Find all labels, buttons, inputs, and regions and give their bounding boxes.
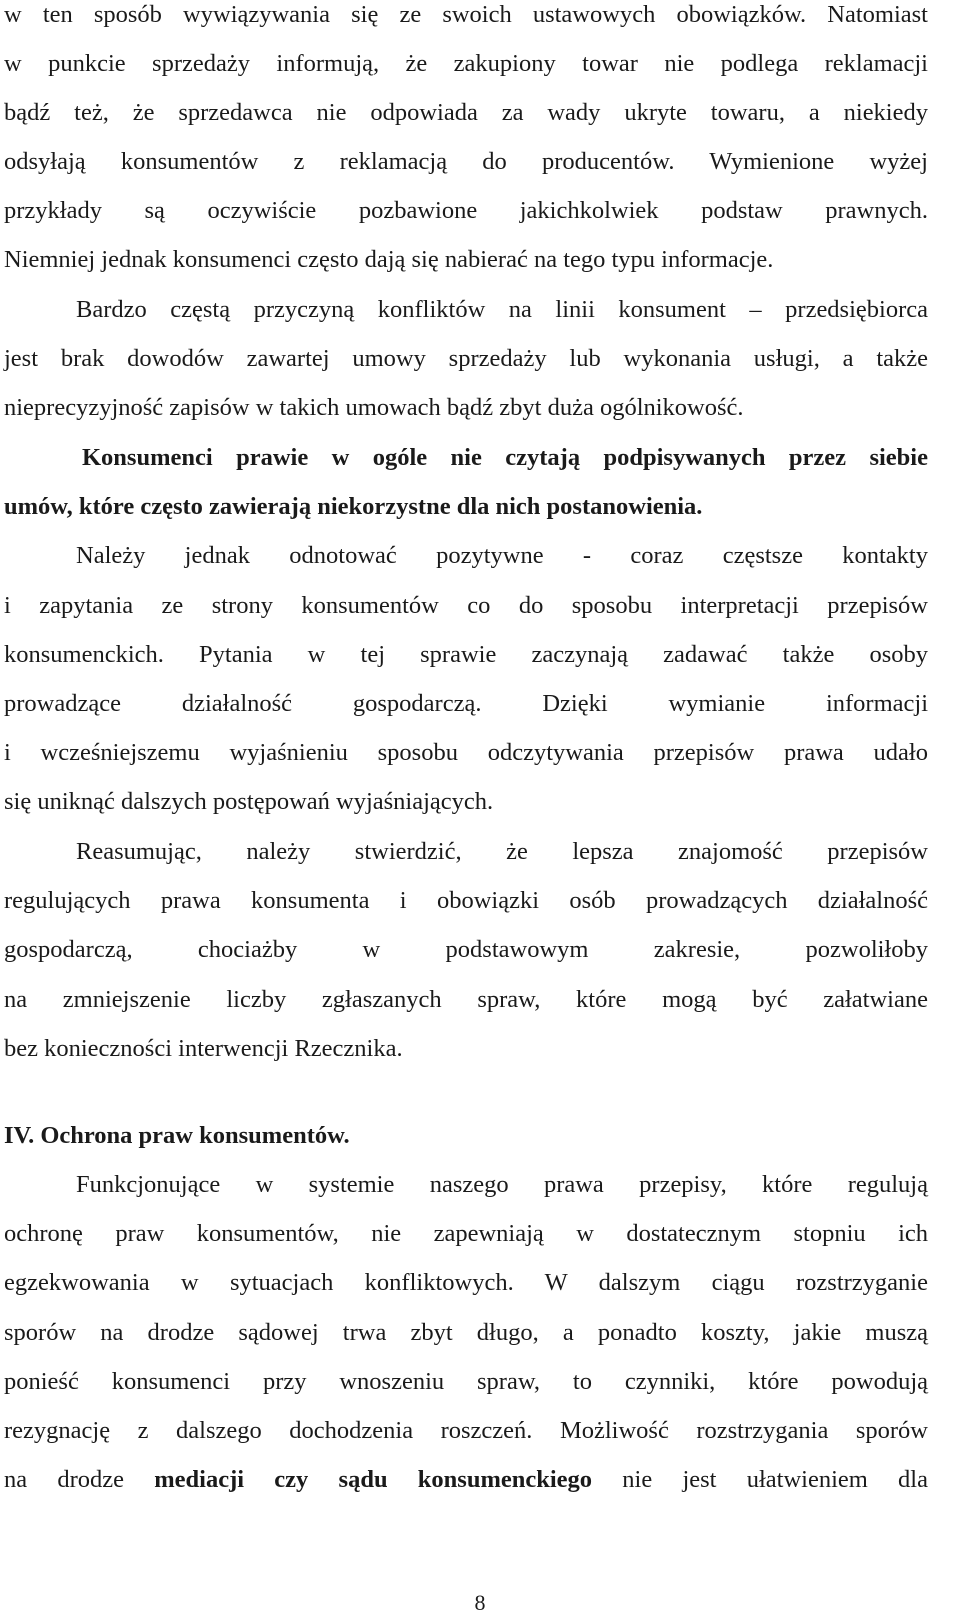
section-heading: IV. Ochrona praw konsumentów. <box>4 1122 350 1149</box>
text-line: w ten sposób wywiązywania się ze swoich ustawowych obowiązków. Natomiast <box>4 1 928 28</box>
text-line: egzekwowania w sytuacjach konfliktowych. W dalszym ciągu rozstrzyganie <box>4 1269 928 1296</box>
text-line: przykłady są oczywiście pozbawione jakichkolwiek podstaw prawnych. <box>4 197 928 224</box>
page-number: 8 <box>474 1590 486 1615</box>
bold-text-line: umów, które często zawierają niekorzystne dla nich postanowienia. <box>4 493 703 520</box>
text-segment: na drodze <box>4 1466 155 1493</box>
text-line: regulujących prawa konsumenta i obowiązki osób prowadzących działalność <box>4 887 928 914</box>
text-line: nieprecyzyjność zapisów w takich umowach bądź zbyt duża ogólnikowość. <box>4 394 744 421</box>
text-line: bądź też, że sprzedawca nie odpowiada za wady ukryte towaru, a niekiedy <box>4 99 928 126</box>
text-line: bez konieczności interwencji Rzecznika. <box>4 1035 403 1062</box>
text-line: konsumenckich. Pytania w tej sprawie zaczynają zadawać także osoby <box>4 641 928 668</box>
text-line-with-bold <box>4 1465 928 1495</box>
text-line: i wcześniejszemu wyjaśnieniu sposobu odczytywania przepisów prawa udało <box>4 739 928 766</box>
text-line: prowadzące działalność gospodarczą. Dzięki wymianie informacji <box>4 690 928 717</box>
text-line: ponieść konsumenci przy wnoszeniu spraw, to czynniki, które powodują <box>4 1368 928 1395</box>
paragraph-first-line: Należy jednak odnotować pozytywne - coraz częstsze kontakty <box>76 542 928 569</box>
text-line: na zmniejszenie liczby zgłaszanych spraw, które mogą być załatwiane <box>4 986 928 1013</box>
bold-paragraph-first-line: Konsumenci prawie w ogóle nie czytają podpisywanych przez siebie <box>82 444 928 471</box>
text-line: rezygnację z dalszego dochodzenia roszczeń. Możliwość rozstrzygania sporów <box>4 1417 928 1444</box>
text-segment: nie jest ułatwieniem dla <box>592 1466 928 1493</box>
paragraph-first-line: Bardzo częstą przyczyną konfliktów na linii konsument – przedsiębiorca <box>76 296 928 323</box>
text-line: jest brak dowodów zawartej umowy sprzedaży lub wykonania usługi, a także <box>4 345 928 372</box>
text-line: i zapytania ze strony konsumentów co do sposobu interpretacji przepisów <box>4 592 928 619</box>
text-line: ochronę praw konsumentów, nie zapewniają w dostatecznym stopniu ich <box>4 1220 928 1247</box>
text-line: gospodarczą, chociażby w podstawowym zakresie, pozwoliłoby <box>4 936 928 963</box>
text-line: odsyłają konsumentów z reklamacją do producentów. Wymienione wyżej <box>4 148 928 175</box>
text-line: Niemniej jednak konsumenci często dają się nabierać na tego typu informacje. <box>4 246 774 273</box>
text-line: się uniknąć dalszych postępowań wyjaśniających. <box>4 788 494 815</box>
text-line: sporów na drodze sądowej trwa zbyt długo, a ponadto koszty, jakie muszą <box>4 1319 928 1346</box>
paragraph-first-line: Funkcjonujące w systemie naszego prawa przepisy, które regulują <box>76 1171 928 1198</box>
text-line: w punkcie sprzedaży informują, że zakupiony towar nie podlega reklamacji <box>4 50 928 77</box>
paragraph-first-line: Reasumując, należy stwierdzić, że lepsza znajomość przepisów <box>76 838 928 865</box>
bold-text-segment: mediacji czy sądu konsumenckiego <box>154 1466 593 1493</box>
